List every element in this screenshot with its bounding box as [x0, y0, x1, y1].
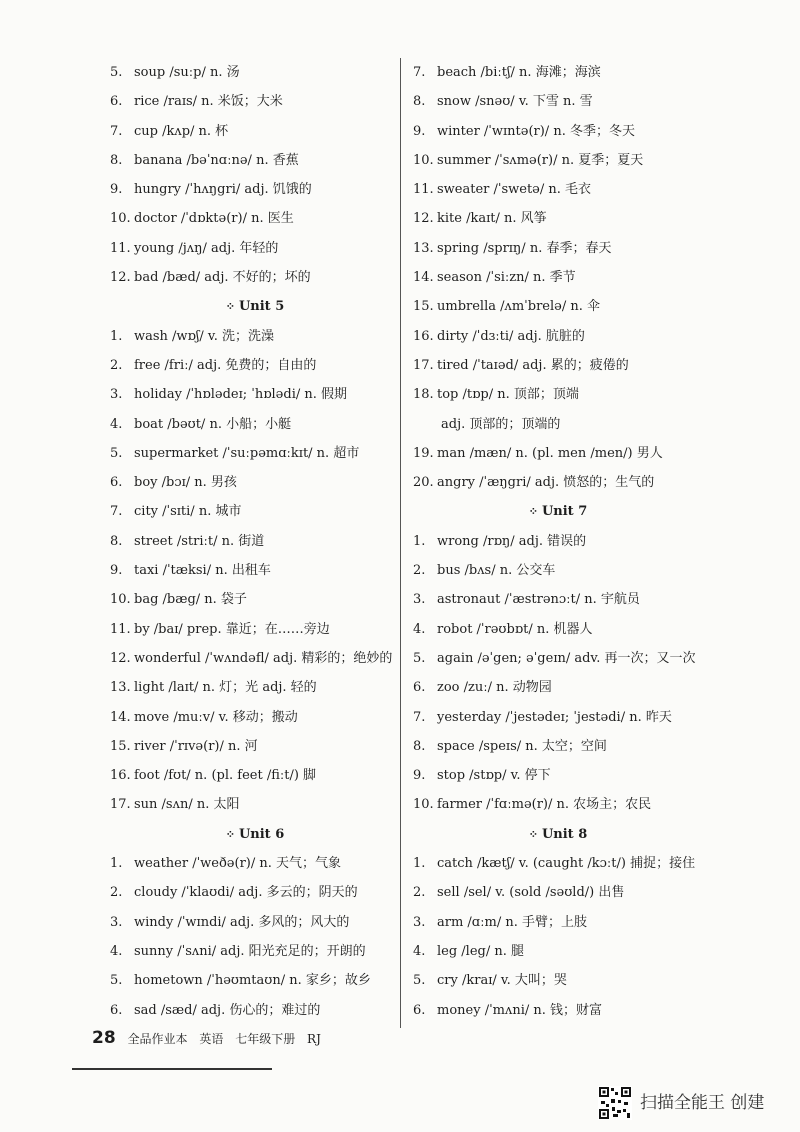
- unit-heading-text: Unit 6: [238, 826, 285, 842]
- vocab-entry: [413, 263, 713, 292]
- vocab-entry: [110, 175, 410, 204]
- unit-bullet-icon: ⁘: [528, 827, 538, 841]
- entry-number: 7.: [110, 504, 123, 520]
- vocab-entry: [413, 527, 713, 556]
- entry-number: 2.: [413, 563, 426, 579]
- entry-text: street /striːt/ n. 街道: [134, 533, 265, 549]
- vocab-entry: [413, 996, 713, 1025]
- entry-text: man /mæn/ n. (pl. men /men/) 男人: [437, 445, 663, 461]
- entry-text: hungry /ˈhʌŋgri/ adj. 饥饿的: [134, 182, 312, 198]
- entry-text: sad /sæd/ adj. 伤心的；难过的: [134, 1002, 321, 1018]
- vocab-entry: [110, 732, 410, 761]
- entry-number: 17.: [413, 357, 434, 373]
- vocab-entry: [110, 146, 410, 175]
- vocab-entry: [110, 790, 410, 819]
- vocab-entry: [413, 732, 713, 761]
- entry-text: season /ˈsiːzn/ n. 季节: [437, 270, 576, 286]
- vocab-entry: [110, 204, 410, 233]
- vocab-entry: [110, 673, 410, 702]
- entry-number: 9.: [110, 182, 123, 198]
- entry-text: weather /ˈweðə(r)/ n. 天气；气象: [134, 856, 342, 872]
- page-footer: [92, 1028, 329, 1048]
- entry-text: summer /ˈsʌmə(r)/ n. 夏季；夏天: [437, 152, 644, 168]
- entry-text: rice /raɪs/ n. 米饭；大米: [134, 94, 283, 110]
- entry-number: 1.: [110, 328, 123, 344]
- entry-text: boy /bɔɪ/ n. 男孩: [134, 475, 237, 491]
- unit-heading-text: Unit 7: [541, 504, 588, 520]
- entry-text: cup /kʌp/ n. 杯: [134, 123, 229, 139]
- vocab-entry: [413, 204, 713, 233]
- entry-number: 3.: [413, 592, 426, 608]
- vocab-entry: [110, 556, 410, 585]
- unit-heading-text: Unit 5: [238, 299, 285, 315]
- entry-number: 11.: [110, 621, 131, 637]
- entry-number: 13.: [413, 240, 434, 256]
- unit-heading: [110, 292, 400, 321]
- vocab-entry: [413, 615, 713, 644]
- entry-number: 6.: [110, 94, 123, 110]
- entry-number: 4.: [110, 943, 123, 959]
- entry-text: sun /sʌn/ n. 太阳: [134, 797, 240, 813]
- vocab-entry: [110, 849, 410, 878]
- entry-number: 4.: [413, 621, 426, 637]
- vocab-entry: [413, 878, 713, 907]
- entry-text: stop /stɒp/ v. 停下: [437, 768, 551, 784]
- vocab-entry: [413, 117, 713, 146]
- vocab-entry: [110, 908, 410, 937]
- entry-text: hometown /ˈhəʊmtaʊn/ n. 家乡；故乡: [134, 973, 371, 989]
- entry-text: wrong /rɒŋ/ adj. 错误的: [437, 533, 587, 549]
- vocab-entry: [110, 878, 410, 907]
- vocab-entry: [110, 996, 410, 1025]
- entry-number: 8.: [413, 738, 426, 754]
- vocab-entry: [413, 468, 713, 497]
- entry-text: bad /bæd/ adj. 不好的；坏的: [134, 270, 311, 286]
- entry-number: 2.: [110, 885, 123, 901]
- vocab-entry: [413, 234, 713, 263]
- entry-number: 3.: [413, 914, 426, 930]
- entry-number: 16.: [413, 328, 434, 344]
- page-number: 28: [92, 1028, 116, 1048]
- vocab-entry: [110, 351, 410, 380]
- entry-number: 6.: [110, 1002, 123, 1018]
- entry-number: 5.: [110, 65, 123, 80]
- vocab-entry: [413, 790, 713, 819]
- entry-number: 5.: [110, 973, 123, 989]
- scanner-watermark: 扫描全能王 创建: [640, 1093, 765, 1113]
- vocab-entry: [110, 703, 410, 732]
- right-column: [413, 58, 713, 1025]
- vocab-entry: [110, 439, 410, 468]
- entry-text: move /muːv/ v. 移动；搬动: [134, 709, 298, 725]
- entry-number: 7.: [413, 709, 426, 725]
- entry-number: 12.: [110, 270, 131, 286]
- edition-label: RJ: [307, 1032, 321, 1046]
- unit-heading: [413, 497, 703, 526]
- vocab-entry: [110, 322, 410, 351]
- left-column: [110, 58, 410, 1025]
- entry-text: bag /bæg/ n. 袋子: [134, 592, 247, 608]
- entry-number: 10.: [110, 592, 131, 608]
- entry-number: 3.: [110, 387, 123, 403]
- entry-text: astronaut /ˈæstrənɔːt/ n. 宇航员: [437, 592, 640, 608]
- entry-number: 19.: [413, 445, 434, 461]
- entry-text: by /baɪ/ prep. 靠近；在……旁边: [134, 621, 330, 637]
- vocab-entry: [110, 644, 410, 673]
- entry-number: 7.: [413, 65, 426, 80]
- entry-number: 6.: [110, 475, 123, 491]
- entry-number: 11.: [110, 240, 131, 256]
- qr-code-icon: [598, 1086, 632, 1120]
- vocab-entry: [413, 58, 713, 87]
- unit-bullet-icon: ⁘: [528, 505, 538, 519]
- vocab-entry: [413, 556, 713, 585]
- entry-number: 8.: [110, 152, 123, 168]
- vocab-entry: [413, 380, 713, 409]
- entry-number: 2.: [413, 885, 426, 901]
- entry-text: catch /kætʃ/ v. (caught /kɔːt/) 捕捉；接住: [437, 856, 696, 872]
- entry-text: arm /ɑːm/ n. 手臂；上肢: [437, 914, 587, 930]
- entry-text: windy /ˈwɪndi/ adj. 多风的；风大的: [134, 914, 350, 930]
- entry-number: 5.: [413, 973, 426, 989]
- entry-number: 4.: [413, 943, 426, 959]
- entry-text: bus /bʌs/ n. 公交车: [437, 563, 556, 579]
- entry-text: again /əˈgen; əˈgeɪn/ adv. 再一次；又一次: [437, 650, 696, 666]
- vocab-entry: [413, 175, 713, 204]
- vocab-entry: [413, 292, 713, 321]
- entry-text: space /speɪs/ n. 太空；空间: [437, 738, 607, 754]
- entry-text: leg /leg/ n. 腿: [437, 943, 525, 959]
- entry-text: sell /sel/ v. (sold /səʊld/) 出售: [437, 885, 625, 901]
- entry-number: 14.: [413, 270, 434, 286]
- vocab-entry: [413, 966, 713, 995]
- unit-heading: [413, 820, 703, 849]
- entry-number: 1.: [110, 856, 123, 872]
- vocab-entry: [110, 117, 410, 146]
- entry-text: cloudy /ˈklaʊdi/ adj. 多云的；阴天的: [134, 885, 358, 901]
- entry-text: banana /bəˈnɑːnə/ n. 香蕉: [134, 152, 299, 168]
- entry-number: 4.: [110, 416, 123, 432]
- entry-text: winter /ˈwɪntə(r)/ n. 冬季；冬天: [437, 123, 635, 139]
- entry-text: farmer /ˈfɑːmə(r)/ n. 农场主；农民: [437, 797, 652, 813]
- book-title: 全品作业本: [127, 1032, 188, 1046]
- vocab-entry: [413, 908, 713, 937]
- vocab-entry-continuation: [413, 410, 713, 439]
- entry-text: money /ˈmʌni/ n. 钱；财富: [437, 1002, 603, 1018]
- unit-heading: [110, 820, 400, 849]
- entry-number: 6.: [413, 1002, 426, 1018]
- entry-text: kite /kaɪt/ n. 风筝: [437, 211, 547, 227]
- vocab-entry: [110, 468, 410, 497]
- vocab-entry: [413, 937, 713, 966]
- entry-number: 16.: [110, 768, 131, 784]
- entry-text: cry /kraɪ/ v. 大叫；哭: [437, 973, 567, 989]
- vocab-entry: [413, 322, 713, 351]
- entry-text: wonderful /ˈwʌndəfl/ adj. 精彩的；绝妙的: [134, 650, 393, 666]
- vocab-entry: [110, 497, 410, 526]
- entry-number: 5.: [110, 445, 123, 461]
- entry-text: top /tɒp/ n. 顶部；顶端: [437, 387, 579, 403]
- entry-text: wash /wɒʃ/ v. 洗；洗澡: [134, 328, 274, 344]
- entry-number: 1.: [413, 533, 426, 549]
- vocab-entry: [110, 585, 410, 614]
- entry-text: holiday /ˈhɒlədeɪ; ˈhɒlədi/ n. 假期: [134, 387, 347, 403]
- entry-number: 18.: [413, 387, 434, 403]
- entry-text: dirty /ˈdɜːti/ adj. 肮脏的: [437, 328, 585, 344]
- entry-text: yesterday /ˈjestədeɪ; ˈjestədi/ n. 昨天: [437, 709, 672, 725]
- entry-text: zoo /zuː/ n. 动物园: [437, 680, 552, 696]
- entry-number: 1.: [413, 856, 426, 872]
- vocab-entry: [110, 263, 410, 292]
- entry-text: free /friː/ adj. 免费的；自由的: [134, 357, 317, 373]
- entry-number: 14.: [110, 709, 131, 725]
- vocab-entry: [110, 87, 410, 116]
- vocab-entry: [110, 966, 410, 995]
- entry-number: 2.: [110, 357, 123, 373]
- entry-number: 8.: [413, 94, 426, 110]
- entry-number: 10.: [110, 211, 131, 227]
- entry-number: 11.: [413, 182, 434, 198]
- entry-text: light /laɪt/ n. 灯；光 adj. 轻的: [134, 680, 317, 696]
- entry-text: sunny /ˈsʌni/ adj. 阳光充足的；开朗的: [134, 943, 366, 959]
- entry-number: 9.: [413, 768, 426, 784]
- vocab-entry: [413, 87, 713, 116]
- entry-text: angry /ˈæŋgri/ adj. 愤怒的；生气的: [437, 475, 655, 491]
- unit-bullet-icon: ⁘: [225, 300, 235, 314]
- entry-number: 13.: [110, 680, 131, 696]
- entry-text: boat /bəʊt/ n. 小船；小艇: [134, 416, 292, 432]
- unit-heading-text: Unit 8: [541, 826, 588, 842]
- entry-number: 3.: [110, 914, 123, 930]
- entry-number: 9.: [110, 563, 123, 579]
- entry-text: snow /snəʊ/ v. 下雪 n. 雪: [437, 94, 593, 110]
- vocab-entry: [110, 937, 410, 966]
- entry-number: 20.: [413, 475, 434, 491]
- entry-text: river /ˈrɪvə(r)/ n. 河: [134, 738, 258, 754]
- entry-number: 7.: [110, 123, 123, 139]
- entry-number: 9.: [413, 123, 426, 139]
- vocab-entry: [413, 761, 713, 790]
- entry-number: 6.: [413, 680, 426, 696]
- entry-number: 8.: [110, 533, 123, 549]
- entry-number: 12.: [110, 650, 131, 666]
- vocab-entry: [413, 439, 713, 468]
- entry-text: spring /sprɪŋ/ n. 春季；春天: [437, 240, 612, 256]
- entry-text: doctor /ˈdɒktə(r)/ n. 医生: [134, 211, 294, 227]
- entry-text: young /jʌŋ/ adj. 年轻的: [134, 240, 279, 256]
- vocab-entry: [110, 761, 410, 790]
- subject-label: 英语: [199, 1032, 224, 1046]
- vocab-entry: [413, 351, 713, 380]
- entry-number: 5.: [413, 650, 426, 666]
- vocab-entry: [413, 644, 713, 673]
- vocab-entry: [110, 527, 410, 556]
- vocab-entry: [110, 410, 410, 439]
- entry-text: city /ˈsɪti/ n. 城市: [134, 504, 242, 520]
- vocab-entry: [413, 585, 713, 614]
- entry-number: 17.: [110, 797, 131, 813]
- vocab-entry: [413, 673, 713, 702]
- vocab-entry: [110, 234, 410, 263]
- entry-number: 15.: [413, 299, 434, 315]
- entry-text: sweater /ˈswetə/ n. 毛衣: [437, 182, 592, 198]
- vocab-entry: [413, 703, 713, 732]
- vocab-entry: [110, 58, 410, 87]
- entry-text: supermarket /ˈsuːpəmɑːkɪt/ n. 超市: [134, 445, 360, 461]
- entry-text: beach /biːtʃ/ n. 海滩；海滨: [437, 65, 601, 80]
- vocab-entry: [413, 146, 713, 175]
- grade-label: 七年级下册: [235, 1032, 296, 1046]
- bottom-rule: [72, 1068, 272, 1070]
- entry-text: soup /suːp/ n. 汤: [134, 65, 240, 80]
- entry-number: 12.: [413, 211, 434, 227]
- entry-number: 15.: [110, 738, 131, 754]
- entry-text: taxi /ˈtæksi/ n. 出租车: [134, 563, 271, 579]
- entry-text: foot /fʊt/ n. (pl. feet /fiːt/) 脚: [134, 768, 317, 784]
- vocab-entry: [110, 615, 410, 644]
- unit-bullet-icon: ⁘: [225, 827, 235, 841]
- vocab-entry: [110, 380, 410, 409]
- entry-number: 10.: [413, 152, 434, 168]
- entry-number: 10.: [413, 797, 434, 813]
- entry-text: tired /ˈtaɪəd/ adj. 累的；疲倦的: [437, 357, 629, 373]
- vocab-entry: [413, 849, 713, 878]
- entry-text: adj. 顶部的；顶端的: [441, 416, 561, 432]
- entry-text: robot /ˈrəʊbɒt/ n. 机器人: [437, 621, 593, 637]
- entry-text: umbrella /ʌmˈbrelə/ n. 伞: [437, 299, 600, 315]
